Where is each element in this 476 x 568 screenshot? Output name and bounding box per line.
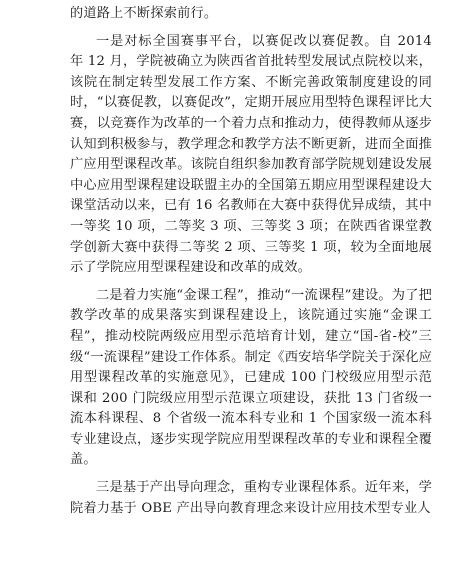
paragraph-gold-course-project: 二是着力实施“金课工程”，推动“一流课程”建设。为了把教学改革的成果落实到课程建设上，该院通过实施“金课工程”，推动校院两级应用型示范培育计划，建立“国-省-校”三级“一流课程”建设工作体系。制定《西安培华学院关于深化应用型课程改革的实施意见》，已建成 100 门校级应用型示范课和 200 门院级应用型示范课立项建设，获批 13 门省级一流本科课程、8 个省级一流本科专业和 1 个国家级一流本科专业建设点，逐步实现学院应用型课程改革的专业和课程全覆盖。 [70, 287, 432, 468]
paragraph-obe-curriculum: 三是基于产出导向理念，重构专业课程体系。近年来，学院着力基于 OBE 产出导向教育理念来设计应用技术型专业人 [70, 480, 432, 516]
paragraph-competition-platform: 一是对标全国赛事平台，以赛促改以赛促教。自 2014 年 12 月，学院被确立为陕西省首批转型发展试点院校以来，该院在制定转型发展工作方案、不断完善政策制度建设的同时，“以赛促教，以赛促改”，定期开展应用型特色课程评比大赛，以竞赛作为改革的一个着力点和推动力，使得教师从逐步认知到积极参与，教学理念和教学方法不断更新，进而全面推广应用型课程改革。该院自组织参加教育部学院规划建设发展中心应用型课程建设联盟主办的全国第五期应用型课程建设大课堂活动以来，已有 16 名教师在大赛中获得优异成绩，其中一等奖 10 项，二等奖 3 项、三等奖 3 项；在陕西省课堂教学创新大赛中获得二等奖 2 项、三等奖 1 项，较为全面地展示了学院应用型课程建设和改革的成效。 [70, 33, 432, 276]
paragraph-continuation: 的道路上不断探索前行。 [70, 6, 218, 21]
